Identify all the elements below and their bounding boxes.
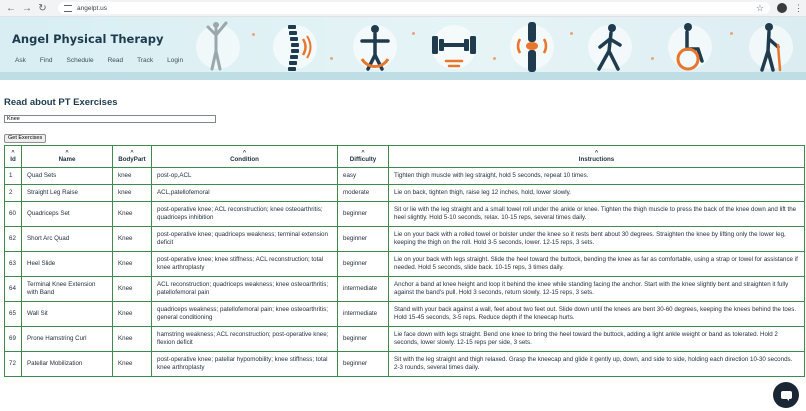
site-header <box>0 17 806 80</box>
cell-bodypart: Knee <box>113 327 152 352</box>
cell-difficulty: moderate <box>338 185 389 202</box>
sort-caret-icon[interactable]: ^ <box>361 150 365 156</box>
site-nav <box>10 55 188 66</box>
cell-bodypart: Knee <box>113 277 152 302</box>
table-row <box>5 202 805 227</box>
cell-difficulty: beginner <box>338 252 389 277</box>
cell-condition: quadriceps weakness; patellofemoral pain; knee osteoarthritis; general conditioning <box>152 302 338 327</box>
main-content <box>4 97 804 377</box>
cell-bodypart: Knee <box>113 252 152 277</box>
walking-figure-icon <box>585 17 635 77</box>
cell-difficulty: beginner <box>338 327 389 352</box>
cell-id: 1 <box>5 168 22 185</box>
cell-name: Terminal Knee Extension with Band <box>22 277 113 302</box>
cell-condition: ACL,patellofemoral <box>152 185 338 202</box>
exercises-table <box>4 145 805 377</box>
url-text[interactable]: angelpt.us <box>77 4 107 12</box>
table-row <box>5 327 805 352</box>
profile-avatar[interactable] <box>777 3 787 13</box>
cell-instructions: Lie on back, tighten thigh, raise leg 12 inches, hold, lower slowly. <box>389 185 805 202</box>
cell-name: Quadriceps Set <box>22 202 113 227</box>
cell-id: 60 <box>5 202 22 227</box>
table-header-row <box>5 146 805 168</box>
cell-condition: post-op,ACL <box>152 168 338 185</box>
table-row <box>5 252 805 277</box>
cell-name: Prone Hamstring Curl <box>22 327 113 352</box>
decor-dot <box>412 32 415 35</box>
header-bodypart[interactable]: ^ BodyPart <box>113 146 152 168</box>
cane-figure-icon <box>746 17 796 77</box>
cell-bodypart: Knee <box>113 227 152 252</box>
reload-icon[interactable]: ↻ <box>38 2 47 14</box>
spine-icon <box>270 17 320 77</box>
cell-difficulty: intermediate <box>338 302 389 327</box>
cell-id: 64 <box>5 277 22 302</box>
header-condition[interactable]: ^ Condition <box>152 146 338 168</box>
sort-caret-icon[interactable]: ^ <box>65 150 69 156</box>
cell-name: Heel Slide <box>22 252 113 277</box>
header-bottom-strip <box>0 72 806 80</box>
cell-id: 2 <box>5 185 22 202</box>
stretching-figure-icon <box>196 17 240 77</box>
cell-instructions: Lie on your back with a rolled towel or bolster under the knee so it rests bent about 30 degrees. Straighten the knee by lifting only the lower leg, keeping the thigh on the roll. Hold 3-5 seconds, lower. 12-15 reps, 3 sets. <box>389 227 805 252</box>
cell-id: 63 <box>5 252 22 277</box>
knee-joint-icon <box>506 17 558 77</box>
header-name[interactable]: ^ Name <box>22 146 113 168</box>
get-exercises-button[interactable]: Get Exercises <box>4 134 46 143</box>
nav-ask[interactable]: Ask <box>15 57 26 64</box>
sort-caret-icon[interactable]: ^ <box>594 150 599 156</box>
cell-condition: ACL reconstruction; quadriceps weakness; knee osteoarthritis; patellofemoral pain <box>152 277 338 302</box>
cell-instructions: Sit or lie with the leg straight and a small towel roll under the ankle or knee. Tighten the thigh muscle to press the back of the knee down and lift the heel slightly. Hold 5-10 seconds, relax. 10-15 reps, several times daily. <box>389 202 805 227</box>
cell-instructions: Sit with the leg straight and thigh relaxed. Grasp the kneecap and glide it gently up, down, and side to side, holding each direction 10-30 seconds. 2-3 rounds, several times daily. <box>389 352 805 377</box>
cell-id: 62 <box>5 227 22 252</box>
search-input[interactable] <box>4 115 216 123</box>
cell-name: Quad Sets <box>22 168 113 185</box>
cell-name: Wall Sit <box>22 302 113 327</box>
chat-bubble-icon <box>781 391 792 399</box>
decor-dot <box>330 57 333 60</box>
sort-caret-icon[interactable]: ^ <box>11 150 15 156</box>
cell-condition: hamstring weakness; ACL reconstruction; post-operative knee; flexion deficit <box>152 327 338 352</box>
cell-instructions: Stand with your back against a wall, feet about two feet out. Slide down until the knees are bent 30-60 degrees, keeping the knees behind the toes. Hold 15-45 seconds, 3-5 reps. Reduce depth if the kneecap hurts. <box>389 302 805 327</box>
cell-bodypart: knee <box>113 168 152 185</box>
cell-difficulty: intermediate <box>338 277 389 302</box>
cell-instructions: Tighten thigh muscle with leg straight, hold 5 seconds, repeat 10 times. <box>389 168 805 185</box>
table-row <box>5 352 805 377</box>
cell-instructions: Lie face down with legs straight. Bend one knee to bring the heel toward the buttock, adding a light ankle weight or band as tolerated. Hold 2 seconds, lower slowly. 12-15 reps per side, 3 sets. <box>389 327 805 352</box>
header-instructions[interactable]: ^ Instructions <box>389 146 805 168</box>
cell-difficulty: beginner <box>338 352 389 377</box>
cell-condition: post-operative knee; ACL reconstruction; knee osteoarthritis; quadriceps inhibition <box>152 202 338 227</box>
decor-dot <box>493 57 496 60</box>
cell-instructions: Anchor a band at knee height and loop it behind the knee while standing facing the anchor. Start with the knee slightly bent and straighten it fully against the band's pull. Hold 3 seconds, return slowly. 12-15 reps, 3 sets. <box>389 277 805 302</box>
address-bar[interactable] <box>58 2 770 14</box>
decor-dot <box>730 32 733 35</box>
cell-name: Straight Leg Raise <box>22 185 113 202</box>
sort-caret-icon[interactable]: ^ <box>242 150 247 156</box>
header-difficulty[interactable]: ^ Difficulty <box>338 146 389 168</box>
nav-find[interactable]: Find <box>39 57 53 64</box>
cell-difficulty: easy <box>338 168 389 185</box>
nav-track[interactable]: Track <box>137 57 154 64</box>
cell-bodypart: Knee <box>113 352 152 377</box>
page-heading: Read about PT Exercises <box>4 97 118 108</box>
sort-caret-icon[interactable]: ^ <box>130 150 134 156</box>
decor-dot <box>651 57 654 60</box>
table-row <box>5 277 805 302</box>
table-row <box>5 302 805 327</box>
forward-icon[interactable]: → <box>22 2 32 14</box>
cell-difficulty: beginner <box>338 202 389 227</box>
cell-name: Short Arc Quad <box>22 227 113 252</box>
nav-login[interactable]: Login <box>167 57 184 64</box>
bookmark-star-icon[interactable]: ☆ <box>755 2 764 13</box>
cell-bodypart: knee <box>113 185 152 202</box>
cell-difficulty: beginner <box>338 227 389 252</box>
site-title[interactable]: Angel Physical Therapy <box>12 32 164 46</box>
decor-dot <box>252 33 255 36</box>
decor-dot <box>570 32 573 35</box>
cell-condition: post-operative knee; quadriceps weakness; terminal extension deficit <box>152 227 338 252</box>
chat-button[interactable] <box>773 382 799 408</box>
cell-condition: post-operative knee; knee stiffness; ACL reconstruction; total knee arthroplasty <box>152 252 338 277</box>
table-row <box>5 227 805 252</box>
cell-instructions: Lie on your back with legs straight. Slide the heel toward the buttock, bending the knee as far as comfortable, using a strap or towel for assistance if needed. Hold 5 seconds, slide back. 10-15 reps, 3 times daily. <box>389 252 805 277</box>
back-icon[interactable]: ← <box>6 2 16 14</box>
cell-bodypart: Knee <box>113 302 152 327</box>
cell-bodypart: Knee <box>113 202 152 227</box>
browser-menu-icon[interactable]: ⋮ <box>794 2 803 13</box>
cell-id: 72 <box>5 352 22 377</box>
balance-figure-icon <box>350 17 400 77</box>
table-row <box>5 168 805 185</box>
site-info-icon[interactable] <box>64 5 72 12</box>
table-row <box>5 185 805 202</box>
dumbbell-icon <box>428 17 480 77</box>
cell-id: 65 <box>5 302 22 327</box>
cell-id: 69 <box>5 327 22 352</box>
nav-read[interactable]: Read <box>107 57 124 64</box>
cell-name: Patellar Mobilization <box>22 352 113 377</box>
cell-condition: post-operative knee; patellar hypomobility; knee stiffness; total knee arthroplasty <box>152 352 338 377</box>
nav-schedule[interactable]: Schedule <box>66 57 94 64</box>
wheelchair-icon <box>664 17 716 77</box>
header-id[interactable]: ^ Id <box>5 146 22 168</box>
browser-toolbar <box>0 0 806 17</box>
